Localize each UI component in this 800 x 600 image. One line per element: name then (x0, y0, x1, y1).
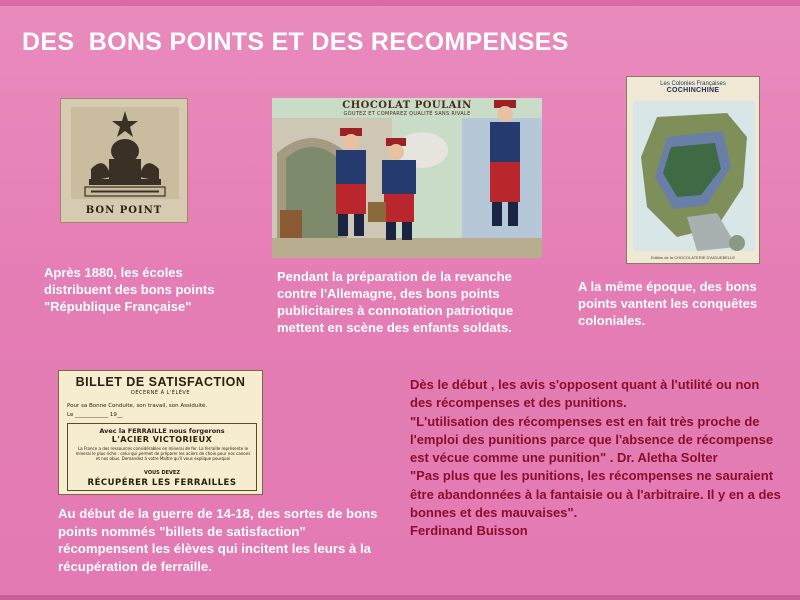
quote-author: Ferdinand Buisson (410, 523, 528, 539)
quote-block (410, 376, 785, 541)
cochinchine-footer: Edition de la CHOCOLATERIE D'AIGUEBELLE (650, 255, 736, 260)
bottom-edge (0, 595, 800, 600)
quote-solter: "L'utilisation des récompenses est en fait très proche de l'emploi des punitions parce que l'absence de récompense est vécue comme une punition" . Dr. Aletha Solter (410, 413, 774, 466)
caption-colonies: A la même époque, des bons points vantent les conquêtes coloniales. (578, 279, 758, 328)
billet-subtitle: DÉCERNÉ À L'ÉLÈVE (131, 390, 190, 396)
caption-bon-point: Après 1880, les écoles distribuent des bons points "République Française" (44, 265, 215, 314)
poulain-header (272, 98, 542, 117)
quote-buisson: "Pas plus que les punitions, les récompenses ne sauraient être abandonnées à la fantaisie ou à l'arbitraire. Il y en a des bonnes et des mauvaises". (410, 468, 781, 521)
child-soldiers-illustration (272, 98, 542, 258)
chocolat-poulain-image (272, 98, 542, 258)
colonies-heading: Les Colonies Françaises (660, 81, 726, 87)
top-edge (0, 0, 800, 6)
billet-box-line1: Avec la FERRAILLE nous forgerons (99, 427, 225, 435)
billet-box-line4: VOUS DEVEZ (144, 470, 180, 476)
billet-box-line5: RÉCUPÉRER LES FERRAILLES (87, 478, 237, 488)
billet-line-date: Le ____________ 19__ (67, 412, 123, 418)
caption-billet: Au début de la guerre de 14-18, des sortes de bons points nommés "billets de satisfaction" récompensent les élèves qui incitent les leurs à la récupération de ferraille. (58, 506, 378, 574)
poulain-brand: CHOCOLAT POULAIN (342, 100, 472, 111)
cochinchine-heading: COCHINCHINE (666, 87, 720, 94)
page-title: DES BONS POINTS ET DES RECOMPENSES (22, 28, 569, 56)
billet-de-satisfaction-image (58, 370, 263, 495)
bon-point-label: BON POINT (85, 205, 163, 216)
bon-point-image (60, 98, 188, 223)
billet-line-conduite: Pour sa Bonne Conduite, son travail, son Assiduité. (67, 403, 208, 409)
billet-box-line2: L'ACIER VICTORIEUX (111, 435, 213, 444)
billet-title: BILLET DE SATISFACTION (75, 375, 246, 389)
billet-box-body: La France a des ressources considérables en minerai de fer. La ferraille représente le minerai le plus riche : celui qui permet de préparer les aciers de choix pour nos canons et nos obus. Demandez à votre Maître qu'il vous explique pourquoi (75, 446, 251, 461)
quote-intro: Dès le début , les avis s'opposent quant à l'utilité ou non des récompenses et des punitions. (410, 377, 760, 411)
caption-poulain: Pendant la préparation de la revanche contre l'Allemagne, des bons points publicitaires à connotation patriotique mettent en scène des enfants soldats. (277, 269, 514, 335)
poulain-slogan: GOUTEZ ET COMPAREZ QUALITÉ SANS RIVALE (343, 111, 471, 117)
cochinchine-image (626, 76, 760, 264)
cochinchine-map-illustration (627, 77, 760, 264)
billet-ferraille-box (67, 423, 257, 491)
